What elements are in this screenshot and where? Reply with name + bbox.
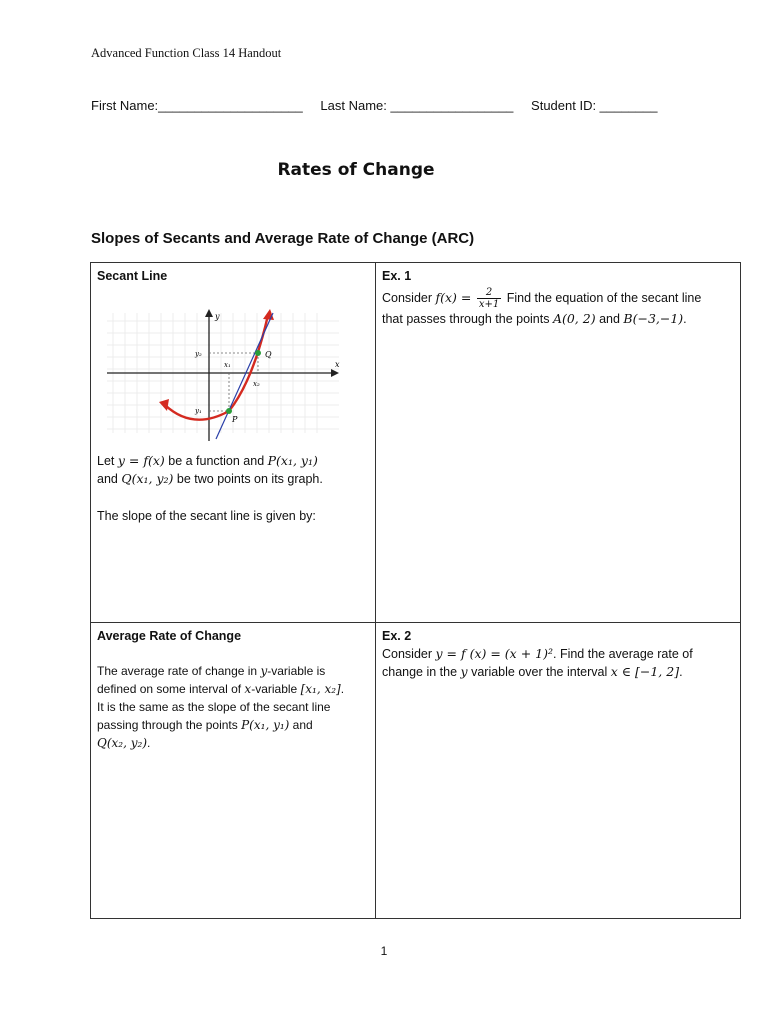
function-curve [165,315,268,420]
point-q [255,350,261,356]
student-id-field[interactable]: Student ID: ________ [531,98,658,113]
y2-label: y₂ [195,350,202,358]
slope-prompt: The slope of the secant line is given by: [97,509,316,523]
y-axis-label: y [215,312,220,321]
secant-line-title: Secant Line [97,269,168,283]
x2-label: x₂ [253,380,260,388]
x1-label: x₁ [224,361,231,369]
example-2-title: Ex. 2 [382,629,412,643]
section-heading: Slopes of Secants and Average Rate of Change (ARC) [91,230,475,247]
x-axis-arrow-icon [331,369,339,377]
y1-label: y₁ [195,407,202,415]
average-rate-title: Average Rate of Change [97,629,242,643]
name-row [91,98,672,113]
y-axis-arrow-icon [205,309,213,317]
example-1-title: Ex. 1 [382,269,412,283]
first-name-field[interactable]: First Name:____________________ [91,98,303,113]
page-number: 1 [380,944,388,958]
example-2-cell: Ex. 2 Consider y = f (x) = (x + 1)². Find the average rate of change in the y variable over the interval x ∈ [−1, 2]. [376,623,740,918]
example-1-cell: Ex. 1 Consider f(x) = $\frac{2}{x+1}$ Find the equation of the secant line that passes through the points A(0, 2) and B(−3,−1). [376,263,740,622]
secant-description: Let y = f(x) be a function and P(x₁, y₁) and Q(x₁, y₂) be two points on its graph. The slope of the secant line is given by: [97,452,367,525]
page-title: Rates of Change [277,160,435,180]
secant-line-cell [91,263,375,622]
point-p [226,408,232,414]
x-axis-label: x [335,360,340,369]
average-rate-cell [91,623,375,918]
q-label: Q [265,350,272,359]
average-rate-description: The average rate of change in y-variable is defined on some interval of x-variable [x₁, x₂]. It is the same as the slope of the secant line passing through the points P(x₁, y₁) and Q(x₂, y₂). [97,664,345,750]
worksheet-table [90,262,741,919]
course-header: Advanced Function Class 14 Handout [91,46,282,60]
secant-graph [103,301,343,441]
p-label: P [232,415,238,424]
last-name-field[interactable]: Last Name: _________________ [320,98,514,113]
fraction: $\frac{2}{x+1}$ [478,287,500,310]
